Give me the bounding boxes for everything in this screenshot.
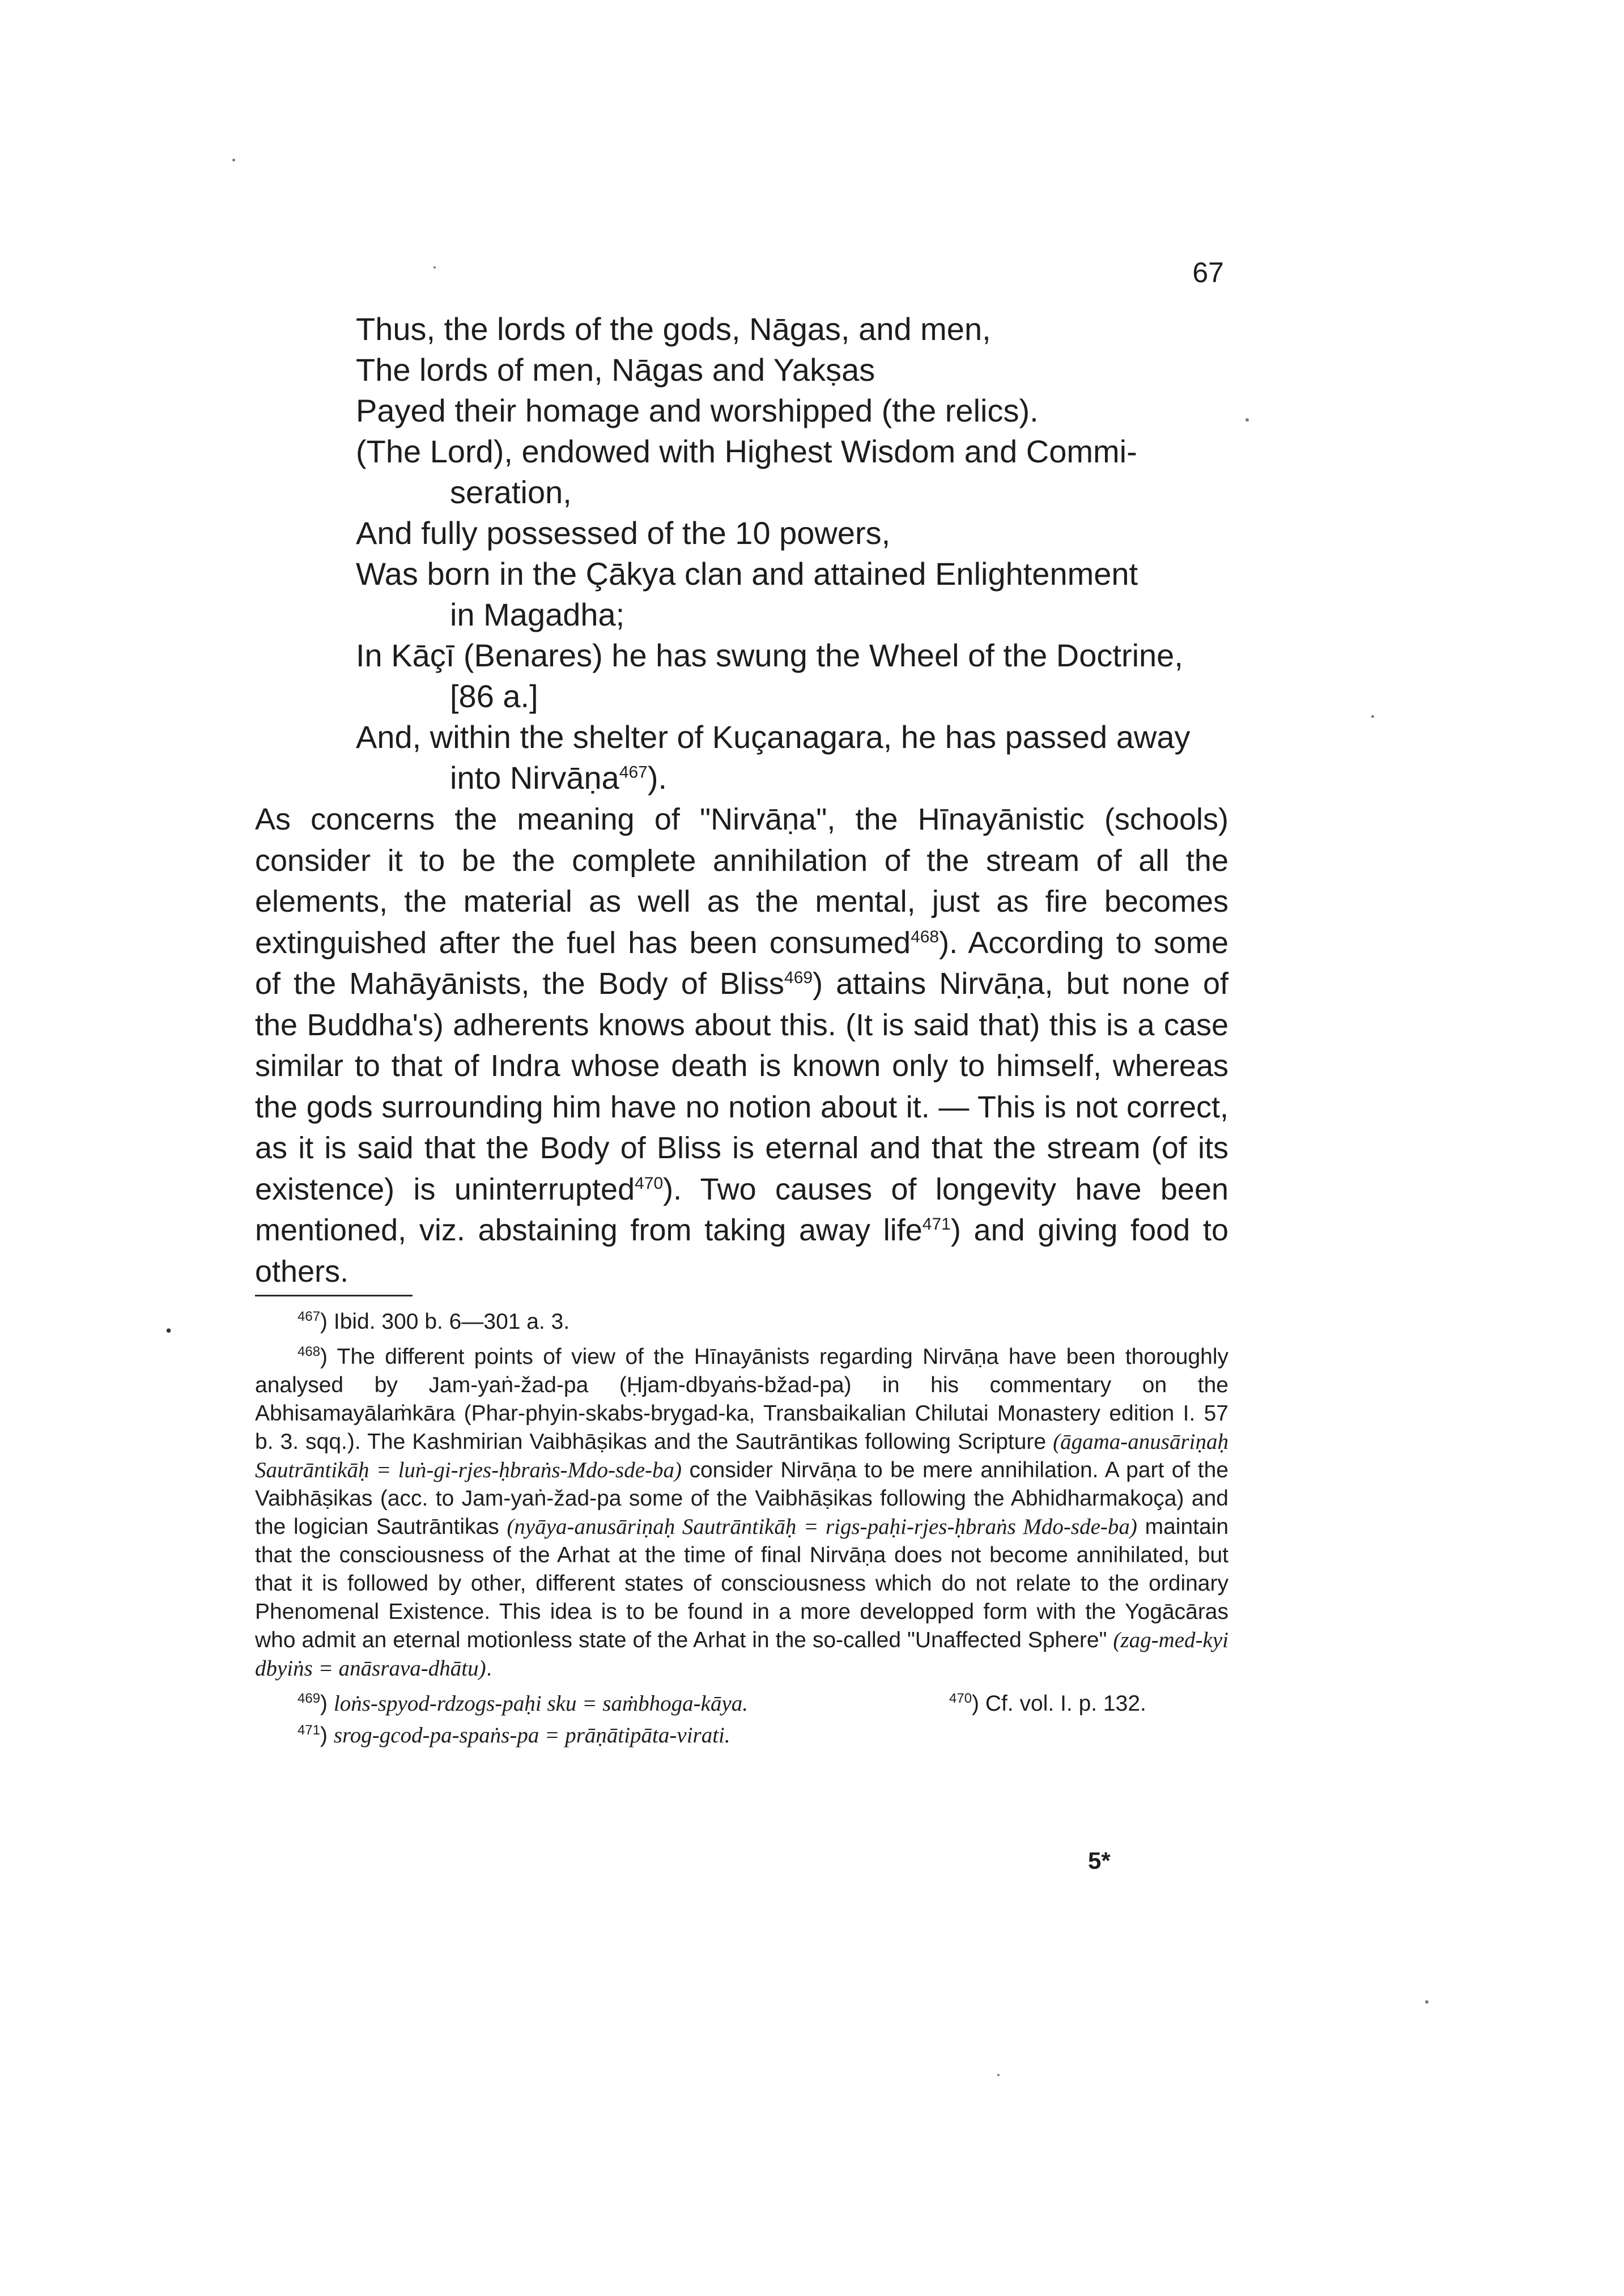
footnote-469-text: loṅs-spyod-rdzogs-paḥi sku = saṁbhoga-kāya. (333, 1691, 749, 1716)
footnote-ref-468[interactable]: 468 (911, 927, 939, 946)
footnote-468-italic-3: (zag-med-kyi dbyiṅs = anāsrava-dhātu) (255, 1628, 1228, 1681)
footnote-468-text-b: consider Nirvāṇa to be mere annihilation. A part of the Vaibhāṣikas (acc. to Jam-yaṅ-žad-pa some of the Vaibhāṣikas following the Abhidharmakoça) and the logician Sautrāntikas (255, 1458, 1228, 1539)
footnote-468-italic-2: (nyāya-anusāriṇaḥ Sautrāntikāḥ = rigs-paḥi-rjes-ḥbraṅs Mdo-sde-ba) (507, 1515, 1137, 1539)
footnote-468-italic-1: (āgama-anusāriṇaḥ Sautrāntikāḥ = luṅ-gi-rjes-ḥbraṅs-Mdo-sde-ba) (255, 1430, 1228, 1482)
verse-block (356, 309, 1228, 798)
scan-speck (1245, 418, 1249, 422)
scan-speck (1425, 2000, 1429, 2004)
verse-line-8-continuation (356, 758, 1228, 798)
footnote-467-text: ) Ibid. 300 b. 6—301 a. 3. (320, 1309, 570, 1334)
verse-line-5: And fully possessed of the 10 powers, (356, 515, 891, 551)
footnote-number-471: 471 (297, 1723, 321, 1738)
main-text-part-3: ) attains Nirvāṇa, but none of the Buddha's) adherents knows about this. (It is said that) this is a case similar to that of Indra whose death is known only to himself, whereas the gods surrounding him have no notion about it. — This is not correct, as it is said that the Body of Bliss is eternal and that the stream (of its existence) is uninterrupted (255, 967, 1228, 1206)
footnote-468-text-a: ) The different points of view of the Hīnayānists regarding Nirvāṇa have been thoroughly analysed by Jam-yaṅ-žad-pa (Ḥjam-dbyaṅs-bžad-pa) in his commentary on the Abhisamayālaṁkāra (Phar-phyin-skabs-brygad-ka, Transbaikalian Chilutai Monastery edition I. 57 b. 3. sqq.). The Kashmirian Vaibhāṣikas and the Sautrāntikas following Scripture (255, 1345, 1228, 1454)
footnote-ref-470[interactable]: 470 (635, 1173, 664, 1193)
verse-line-6: Was born in the Çākya clan and attained Enlightenment (356, 556, 1138, 592)
verse-line-7-continuation: [86 a.] (450, 678, 538, 714)
footnote-separator (255, 1295, 413, 1296)
verse-line-1: Thus, the lords of the gods, Nāgas, and men, (356, 311, 991, 347)
verse-line-8-continuation-text: into Nirvāṇa (450, 760, 619, 796)
main-text-part-5: ) and giving food to others. (255, 1213, 1228, 1289)
footnote-number-467: 467 (297, 1309, 321, 1324)
footnote-ref-469[interactable]: 469 (784, 968, 813, 987)
printer-signature-mark: 5* (1088, 1847, 1111, 1874)
scan-speck (433, 266, 436, 269)
footnote-471 (255, 1721, 1228, 1750)
footnote-number-470: 470 (949, 1691, 972, 1706)
footnote-470-text: ) Cf. vol. I. p. 132. (972, 1691, 1146, 1716)
scan-speck (1371, 715, 1374, 718)
verse-line-8: And, within the shelter of Kuçanagara, he has passed away (356, 719, 1191, 755)
margin-bullet-mark: • (165, 1320, 172, 1341)
footnote-468 (255, 1343, 1228, 1683)
scan-speck (997, 2074, 1000, 2076)
footnote-ref-471[interactable]: 471 (922, 1215, 951, 1234)
footnote-number-468: 468 (297, 1344, 321, 1359)
main-paragraph (255, 799, 1228, 1292)
main-text-part-4: ). Two causes of longevity have been mentioned, viz. abstaining from taking away life (255, 1172, 1229, 1247)
verse-line-8-close: ). (647, 760, 668, 796)
verse-line-4-continuation: seration, (450, 474, 572, 510)
footnote-471-close: ) (320, 1723, 334, 1747)
footnote-469-close: ) (320, 1691, 334, 1716)
main-text-part-2: ). According to some of the Mahāyānists, the Body of Bliss (255, 925, 1228, 1001)
footnotes-section (255, 1308, 1228, 1750)
verse-line-3: Payed their homage and worshipped (the relics). (356, 393, 1039, 428)
main-text-part-1: As concerns the meaning of "Nirvāṇa", the Hīnayānistic (schools) consider it to be the complete annihilation of the stream of all the elements, the material as well as the mental, just as fire becomes extinguished after the fuel has been consumed (255, 802, 1228, 960)
footnote-471-text: srog-gcod-pa-spaṅs-pa = prāṇātipāta-virati. (333, 1723, 730, 1747)
verse-line-4: (The Lord), endowed with Highest Wisdom and Commi- (356, 433, 1137, 469)
verse-line-6-continuation: in Magadha; (450, 597, 625, 632)
footnote-469 (297, 1690, 748, 1718)
footnote-468-text-c: maintain that the consciousness of the Arhat at the time of final Nirvāṇa does not become annihilated, but that it is followed by other, different states of consciousness which do not relate to the ordinary Phenomenal Existence. This idea is to be found in a more developped form with the Yogācāras who admit an eternal motionless state of the Arhat in the so-called "Unaffected Sphere" (255, 1515, 1229, 1652)
page-number: 67 (1192, 257, 1224, 288)
footnote-number-469: 469 (297, 1691, 321, 1706)
footnote-468-text-d: . (486, 1656, 492, 1681)
verse-line-2: The lords of men, Nāgas and Yakṣas (356, 352, 875, 388)
footnote-row-469-470 (255, 1690, 1228, 1718)
footnote-467 (255, 1308, 1228, 1336)
footnote-ref-467[interactable]: 467 (619, 763, 648, 782)
scan-speck (232, 159, 235, 161)
footnote-470 (949, 1690, 1146, 1718)
verse-line-7: In Kāçī (Benares) he has swung the Wheel of the Doctrine, (356, 637, 1183, 673)
